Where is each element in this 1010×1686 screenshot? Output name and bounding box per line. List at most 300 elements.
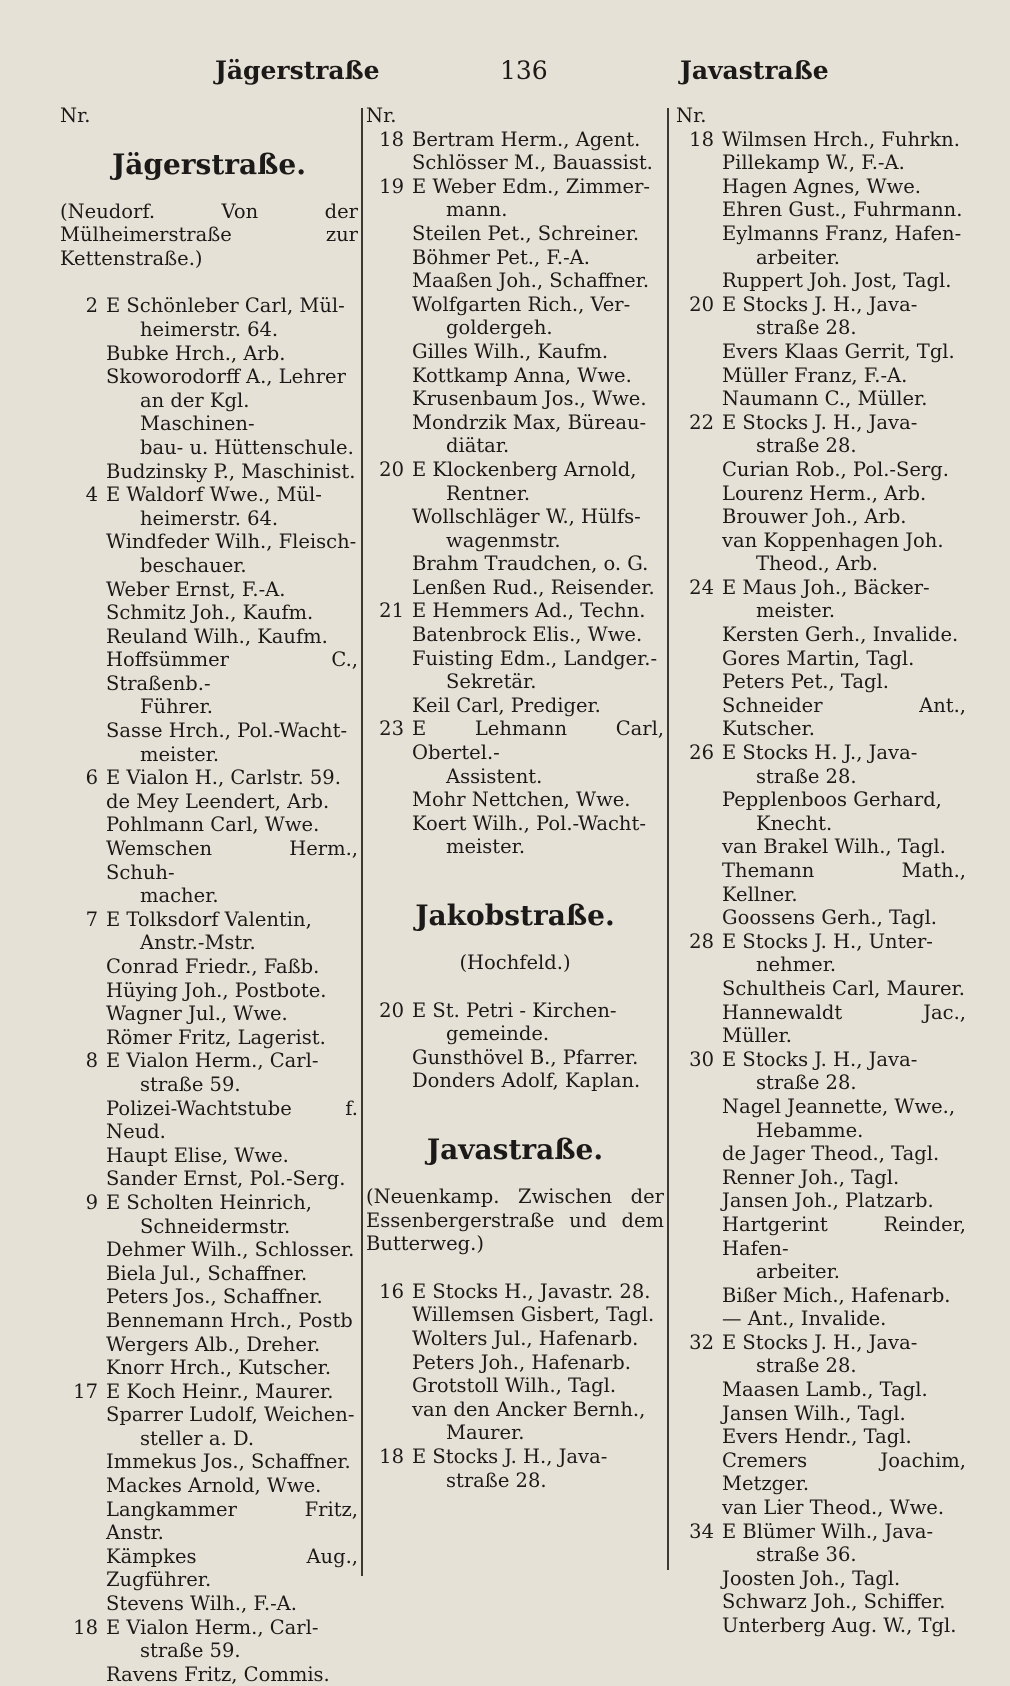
resident-text xyxy=(722,128,966,152)
resident-text xyxy=(722,1378,966,1402)
entry-continuation: meister. xyxy=(140,742,220,766)
resident-text xyxy=(722,1307,966,1331)
entry-continuation: an der Kgl. Maschinen- xyxy=(140,388,255,436)
resident-text xyxy=(412,246,664,270)
house-number: 17 xyxy=(73,1379,98,1403)
entry-line: Immekus Jos., Schaffner. xyxy=(106,1450,351,1474)
entry-continuation: Sekretär. xyxy=(446,670,537,694)
entry-line: Mackes Arnold, Wwe. xyxy=(106,1474,322,1498)
entry-line: E Blümer Wilh., Java- xyxy=(722,1519,934,1543)
resident-text xyxy=(412,222,664,246)
entry-line: Themann Math., Kellner. xyxy=(722,859,966,906)
directory-entry xyxy=(366,364,664,388)
directory-entry xyxy=(676,1048,966,1095)
resident-text xyxy=(106,1663,358,1686)
directory-entry xyxy=(366,1374,664,1398)
directory-entry xyxy=(60,1002,358,1026)
entry-continuation: Maurer. xyxy=(446,1421,525,1445)
resident-text xyxy=(722,647,966,671)
resident-text xyxy=(722,1001,966,1048)
resident-text xyxy=(722,1331,966,1378)
entry-continuation: heimerstr. 64. xyxy=(140,317,279,341)
resident-text xyxy=(106,483,358,530)
directory-entry xyxy=(676,293,966,340)
house-number: 20 xyxy=(379,998,404,1022)
resident-text xyxy=(106,955,358,979)
entry-line: Sander Ernst, Pol.-Serg. xyxy=(106,1167,346,1191)
entry-line: Steilen Pet., Schreiner. xyxy=(412,221,640,245)
entry-line: Bißer Mich., Hafenarb. xyxy=(722,1283,951,1307)
entry-line: E Lehmann Carl, Obertel.- xyxy=(412,717,664,765)
entry-line: E Stocks J. H., Java- xyxy=(722,1047,918,1071)
resident-text xyxy=(106,1238,358,1262)
resident-text xyxy=(722,198,966,222)
directory-entry xyxy=(676,1213,966,1284)
directory-entry xyxy=(60,648,358,719)
section-heading: Javastraße. xyxy=(426,1132,604,1166)
entry-line: Bubke Hrch., Arb. xyxy=(106,341,286,365)
directory-entry xyxy=(366,576,664,600)
directory-entry xyxy=(366,151,664,175)
entry-line: Bennemann Hrch., Postb xyxy=(106,1308,353,1332)
directory-entry xyxy=(60,1309,358,1333)
resident-text xyxy=(722,906,966,930)
entry-line: Batenbrock Elis., Wwe. xyxy=(412,623,643,647)
resident-text xyxy=(722,788,966,835)
directory-entry xyxy=(366,269,664,293)
entry-continuation: straße 28. xyxy=(756,1354,857,1378)
resident-text xyxy=(722,1213,966,1284)
directory-entry xyxy=(60,1238,358,1262)
resident-text xyxy=(412,1445,664,1492)
entry-line: Skoworodorff A., Lehrer xyxy=(106,365,346,389)
house-number: 18 xyxy=(689,127,714,151)
resident-text xyxy=(722,1402,966,1426)
entry-continuation: arbeiter. xyxy=(756,245,840,269)
entry-continuation: straße 59. xyxy=(140,1072,241,1096)
directory-entry xyxy=(60,908,358,955)
directory-entry xyxy=(366,128,664,152)
entry-line: Peters Jos., Schaffner. xyxy=(106,1285,323,1309)
entry-line: Wolters Jul., Hafenarb. xyxy=(412,1326,639,1350)
directory-entry xyxy=(60,1144,358,1168)
house-number: 30 xyxy=(689,1047,714,1071)
resident-text xyxy=(106,1356,358,1380)
directory-entry xyxy=(60,483,358,530)
entry-continuation: gemeinde. xyxy=(446,1022,550,1046)
directory-entry xyxy=(676,1449,966,1496)
entry-line: Schmitz Joh., Kaufm. xyxy=(106,601,314,625)
entry-line: Ruppert Joh. Jost, Tagl. xyxy=(722,269,952,293)
entry-line: Kämpkes Aug., Zugführer. xyxy=(106,1544,358,1592)
entry-continuation: mann. xyxy=(446,198,508,222)
directory-entry xyxy=(60,1262,358,1286)
entry-line: Pepplenboos Gerhard, xyxy=(722,788,942,812)
entry-line: Budzinsky P., Maschinist. xyxy=(106,459,356,483)
directory-entry xyxy=(366,1280,664,1304)
directory-entry xyxy=(676,1496,966,1520)
entry-line: Langkammer Fritz, Anstr. xyxy=(106,1497,358,1545)
entry-line: Dehmer Wilh., Schlosser. xyxy=(106,1238,355,1262)
directory-entry xyxy=(366,812,664,859)
house-number: 8 xyxy=(85,1049,98,1073)
directory-entry xyxy=(676,1402,966,1426)
directory-entry xyxy=(676,411,966,458)
entry-line: Jansen Wilh., Tagl. xyxy=(722,1401,906,1425)
directory-entry xyxy=(676,1284,966,1308)
entry-line: E Koch Heinr., Maurer. xyxy=(106,1379,334,1403)
entry-line: van Koppenhagen Joh. xyxy=(722,528,944,552)
resident-text xyxy=(722,835,966,859)
entry-line: Reuland Wilh., Kaufm. xyxy=(106,624,328,648)
entry-line: Ravens Fritz, Commis. xyxy=(106,1662,330,1686)
directory-entry xyxy=(676,458,966,482)
entry-continuation: beschauer. xyxy=(140,553,247,577)
resident-text xyxy=(106,979,358,1003)
entry-line: Willemsen Gisbert, Tagl. xyxy=(412,1303,655,1327)
directory-entry xyxy=(676,529,966,576)
entry-line: Lourenz Herm., Arb. xyxy=(722,481,927,505)
resident-text xyxy=(412,552,664,576)
resident-text xyxy=(722,670,966,694)
resident-text xyxy=(722,269,966,293)
entry-line: Lenßen Rud., Reisender. xyxy=(412,575,655,599)
entry-line: Peters Joh., Hafenarb. xyxy=(412,1350,631,1374)
entry-continuation: macher. xyxy=(140,884,219,908)
entry-line: E Stocks J. H., Java- xyxy=(722,410,918,434)
directory-entry xyxy=(60,1450,358,1474)
entry-line: E Schönleber Carl, Mül- xyxy=(106,294,345,318)
house-number: 26 xyxy=(689,741,714,765)
entry-line: E Stocks J. H., Java- xyxy=(412,1444,608,1468)
entry-line: E Vialon H., Carlstr. 59. xyxy=(106,766,341,790)
entry-line: van Lier Theod., Wwe. xyxy=(722,1496,945,1520)
directory-entry xyxy=(60,365,358,459)
resident-text xyxy=(412,175,664,222)
resident-text xyxy=(722,1142,966,1166)
entry-continuation: Schneidermstr. xyxy=(140,1214,291,1238)
entry-line: van Brakel Wilh., Tagl. xyxy=(722,835,946,859)
resident-text xyxy=(106,1498,358,1545)
resident-text xyxy=(412,411,664,458)
entry-line: E Vialon Herm., Carl- xyxy=(106,1049,319,1073)
house-number: 23 xyxy=(379,717,404,741)
entry-line: Unterberg Aug. W., Tgl. xyxy=(722,1614,957,1637)
directory-entry xyxy=(366,1046,664,1070)
resident-text xyxy=(722,741,966,788)
house-number: 21 xyxy=(379,599,404,623)
resident-text xyxy=(412,1351,664,1375)
entry-line: de Mey Leendert, Arb. xyxy=(106,789,330,813)
resident-text xyxy=(412,999,664,1046)
directory-entry xyxy=(366,552,664,576)
directory-entry xyxy=(676,482,966,506)
directory-entry xyxy=(60,578,358,602)
entry-line: Schwarz Joh., Schiffer. xyxy=(722,1590,946,1614)
resident-text xyxy=(106,1049,358,1096)
directory-entry xyxy=(676,364,966,388)
entry-line: Mohr Nettchen, Wwe. xyxy=(412,788,631,812)
entry-line: Koert Wilh., Pol.-Wacht- xyxy=(412,811,646,835)
entry-continuation: Knecht. xyxy=(756,811,833,835)
entry-line: — Ant., Invalide. xyxy=(722,1307,887,1331)
column-divider xyxy=(667,108,669,1570)
resident-text xyxy=(106,908,358,955)
entry-line: Brahm Traudchen, o. G. xyxy=(412,552,649,576)
resident-text xyxy=(722,930,966,977)
resident-text xyxy=(106,1097,358,1144)
resident-text xyxy=(106,294,358,341)
entry-continuation: straße 28. xyxy=(756,434,857,458)
entry-line: de Jager Theod., Tagl. xyxy=(722,1142,940,1166)
directory-entry xyxy=(676,741,966,788)
entry-line: E Scholten Heinrich, xyxy=(106,1190,312,1214)
entry-line: Pohlmann Carl, Wwe. xyxy=(106,813,320,837)
house-number: 28 xyxy=(689,929,714,953)
entry-line: Curian Rob., Pol.-Serg. xyxy=(722,457,949,481)
resident-text xyxy=(722,1284,966,1308)
resident-text xyxy=(412,1398,664,1445)
entry-line: Mondrzik Max, Büreau- xyxy=(412,410,647,434)
entry-line: Krusenbaum Jos., Wwe. xyxy=(412,387,647,411)
entry-line: E Weber Edm., Zimmer- xyxy=(412,174,650,198)
entry-line: Stevens Wilh., F.-A. xyxy=(106,1592,297,1616)
directory-entry xyxy=(676,977,966,1001)
entry-line: van den Ancker Bernh., xyxy=(412,1397,646,1421)
resident-text xyxy=(412,293,664,340)
resident-text xyxy=(722,694,966,741)
directory-entry xyxy=(60,294,358,341)
resident-text xyxy=(722,387,966,411)
resident-text xyxy=(106,1592,358,1616)
resident-text xyxy=(722,1496,966,1520)
directory-entry xyxy=(366,458,664,505)
entry-line: Bertram Herm., Agent. xyxy=(412,127,641,151)
directory-entry xyxy=(60,1545,358,1592)
directory-entry xyxy=(366,246,664,270)
resident-text xyxy=(722,175,966,199)
directory-entry xyxy=(676,1001,966,1048)
column-middle xyxy=(366,104,664,1492)
entry-line: Keil Carl, Prediger. xyxy=(412,693,601,717)
resident-text xyxy=(412,647,664,694)
house-number: 22 xyxy=(689,410,714,434)
house-number: 20 xyxy=(379,457,404,481)
directory-entry xyxy=(366,623,664,647)
resident-text xyxy=(106,1545,358,1592)
resident-text xyxy=(722,1166,966,1190)
resident-text xyxy=(722,1567,966,1591)
entry-line: Maasen Lamb., Tagl. xyxy=(722,1378,928,1402)
resident-text xyxy=(106,365,358,459)
nr-label: Nr. xyxy=(366,104,397,127)
entry-line: Grotstoll Wilh., Tagl. xyxy=(412,1374,617,1398)
resident-text xyxy=(106,342,358,366)
resident-text xyxy=(722,529,966,576)
directory-entry xyxy=(60,1403,358,1450)
entry-line: Biela Jul., Schaffner. xyxy=(106,1261,308,1285)
directory-entry xyxy=(366,505,664,552)
entry-line: Hüying Joh., Postbote. xyxy=(106,978,327,1002)
directory-entry xyxy=(60,979,358,1003)
entry-line: Wilmsen Hrch., Fuhrkn. xyxy=(722,127,960,151)
entry-line: Donders Adolf, Kaplan. xyxy=(412,1069,641,1093)
entry-continuation: arbeiter. xyxy=(756,1260,840,1284)
entry-continuation: diätar. xyxy=(446,434,510,458)
entry-line: Römer Fritz, Lagerist. xyxy=(106,1025,326,1049)
entry-line: Nagel Jeannette, Wwe., xyxy=(722,1094,956,1118)
resident-text xyxy=(412,1280,664,1304)
resident-text xyxy=(106,1403,358,1450)
directory-entry xyxy=(366,1398,664,1445)
house-number: 24 xyxy=(689,575,714,599)
directory-entry xyxy=(676,198,966,222)
directory-entry xyxy=(676,670,966,694)
house-number: 34 xyxy=(689,1519,714,1543)
resident-text xyxy=(106,813,358,837)
resident-text xyxy=(722,1095,966,1142)
directory-entry xyxy=(60,1498,358,1545)
resident-text xyxy=(106,1380,358,1404)
entry-continuation: Anstr.-Mstr. xyxy=(140,931,256,955)
entry-line: Schlösser M., Bauassist. xyxy=(412,151,653,175)
entry-line: E Waldorf Wwe., Mül- xyxy=(106,483,322,507)
entry-line: Renner Joh., Tagl. xyxy=(722,1165,900,1189)
resident-text xyxy=(722,576,966,623)
resident-text xyxy=(412,458,664,505)
directory-entry xyxy=(366,1445,664,1492)
directory-entry xyxy=(676,1189,966,1213)
resident-text xyxy=(412,788,664,812)
resident-text xyxy=(722,293,966,340)
resident-text xyxy=(722,340,966,364)
resident-text xyxy=(106,1285,358,1309)
resident-text xyxy=(106,1002,358,1026)
entry-line: Gilles Wilh., Kaufm. xyxy=(412,339,609,363)
entry-line: Evers Hendr., Tagl. xyxy=(722,1425,912,1449)
entry-line: Wolfgarten Rich., Ver- xyxy=(412,292,631,316)
entry-line: Hagen Agnes, Wwe. xyxy=(722,174,921,198)
directory-entry xyxy=(366,788,664,812)
house-number: 6 xyxy=(85,766,98,790)
entry-continuation: straße 28. xyxy=(756,764,857,788)
resident-text xyxy=(722,458,966,482)
resident-text xyxy=(412,1327,664,1351)
directory-entry xyxy=(676,576,966,623)
entry-line: E Stocks H. J., Java- xyxy=(722,741,918,765)
directory-entry xyxy=(60,1380,358,1404)
resident-text xyxy=(722,482,966,506)
directory-entry xyxy=(676,906,966,930)
entry-continuation: straße 28. xyxy=(446,1468,547,1492)
entry-line: Brouwer Joh., Arb. xyxy=(722,505,907,529)
entry-continuation: steller a. D. xyxy=(140,1426,255,1450)
directory-entry xyxy=(676,340,966,364)
directory-entry xyxy=(366,694,664,718)
nr-label: Nr. xyxy=(60,104,91,127)
directory-entry xyxy=(676,151,966,175)
entry-line: Knorr Hrch., Kutscher. xyxy=(106,1356,332,1380)
resident-text xyxy=(412,364,664,388)
resident-text xyxy=(722,859,966,906)
directory-entry xyxy=(676,623,966,647)
resident-text xyxy=(412,1374,664,1398)
entry-line: Hannewaldt Jac., Müller. xyxy=(722,1000,966,1048)
resident-text xyxy=(722,505,966,529)
resident-text xyxy=(106,578,358,602)
resident-text xyxy=(106,1450,358,1474)
entry-continuation: meister. xyxy=(446,835,526,859)
nr-label: Nr. xyxy=(676,104,707,127)
directory-entry xyxy=(60,625,358,649)
resident-text xyxy=(412,599,664,623)
resident-text xyxy=(412,1069,664,1093)
resident-text xyxy=(412,151,664,175)
resident-text xyxy=(106,601,358,625)
resident-text xyxy=(412,387,664,411)
directory-entry xyxy=(676,1166,966,1190)
directory-entry xyxy=(60,1167,358,1191)
entry-line: Joosten Joh., Tagl. xyxy=(722,1566,901,1590)
directory-entry xyxy=(60,837,358,908)
resident-text xyxy=(106,1262,358,1286)
section-note: (Hochfeld.) xyxy=(459,951,571,974)
directory-entry xyxy=(366,387,664,411)
resident-text xyxy=(412,812,664,859)
resident-text xyxy=(106,648,358,719)
entry-line: Böhmer Pet., F.-A. xyxy=(412,245,590,269)
resident-text xyxy=(106,1167,358,1191)
directory-entry xyxy=(60,766,358,790)
entry-line: Polizei-Wachtstube f. Neud. xyxy=(106,1096,358,1144)
resident-text xyxy=(106,790,358,814)
directory-entry xyxy=(366,222,664,246)
entry-line: Fuisting Edm., Landger.- xyxy=(412,646,658,670)
entry-line: Goossens Gerh., Tagl. xyxy=(722,906,938,930)
resident-text xyxy=(722,623,966,647)
entry-line: Evers Klaas Gerrit, Tgl. xyxy=(722,339,955,363)
entry-line: Sparrer Ludolf, Weichen- xyxy=(106,1403,355,1427)
resident-text xyxy=(722,411,966,458)
directory-entry xyxy=(366,599,664,623)
directory-entry xyxy=(60,1592,358,1616)
directory-entry xyxy=(676,1378,966,1402)
directory-entry xyxy=(676,222,966,269)
header-left-street: Jägerstraße xyxy=(215,56,380,85)
entry-continuation: goldergeh. xyxy=(446,316,553,340)
directory-entry xyxy=(366,1069,664,1093)
entry-continuation: meister. xyxy=(756,599,836,623)
entry-line: Schultheis Carl, Maurer. xyxy=(722,976,965,1000)
entry-line: Wagner Jul., Wwe. xyxy=(106,1002,288,1026)
column-divider xyxy=(361,108,363,1576)
entry-continuation: Rentner. xyxy=(446,481,531,505)
entry-line: Eylmanns Franz, Hafen- xyxy=(722,221,962,245)
entry-list xyxy=(366,1280,664,1492)
resident-text xyxy=(722,151,966,175)
directory-entry xyxy=(60,342,358,366)
directory-entry xyxy=(676,128,966,152)
entry-line: Weber Ernst, F.-A. xyxy=(106,577,286,601)
house-number: 18 xyxy=(379,1444,404,1468)
entry-continuation: Theod., Arb. xyxy=(756,552,879,576)
entry-line: Kottkamp Anna, Wwe. xyxy=(412,363,632,387)
entry-line: Schneider Ant., Kutscher. xyxy=(722,693,966,741)
directory-entry xyxy=(676,1520,966,1567)
resident-text xyxy=(106,625,358,649)
section-note: (Neudorf. Von der Mülheimerstraße zur Kettenstraße.) xyxy=(60,199,358,270)
entry-line: Hartgerint Reinder, Hafen- xyxy=(722,1212,966,1260)
